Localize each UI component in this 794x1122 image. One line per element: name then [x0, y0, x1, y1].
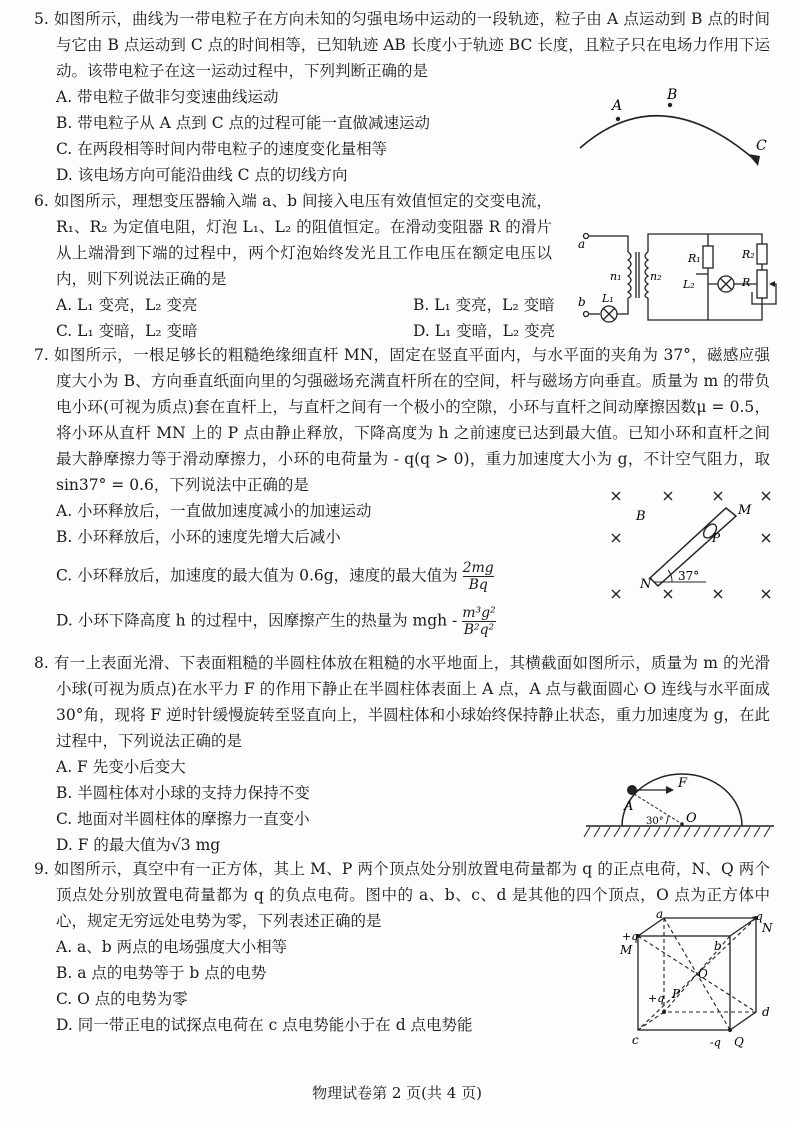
question-7-option-c-text: C. 小环释放后，加速度的最大值为 0.6g，速度的最大值为: [56, 566, 458, 585]
terminal-b-label: b: [578, 295, 586, 309]
question-6-circuit-figure: [576, 222, 782, 332]
question-6-option-a: A. L₁ 变亮，L₂ 变亮: [56, 296, 198, 314]
field-b-label: B: [636, 509, 646, 524]
point-a-label: A: [612, 98, 623, 114]
ball: [627, 785, 637, 795]
point-c-label: C: [756, 138, 767, 154]
question-5-option-d: D. 该电场方向可能沿曲线 C 点的切线方向: [56, 166, 348, 184]
n1-label: n₁: [610, 270, 622, 283]
question-9-option-c: C. O 点的电势为零: [56, 990, 188, 1008]
question-8-stem: 8. 有一上表面光滑、下表面粗糙的半圆柱体放在粗糙的水平地面上，其横截面如图所示，质量为 m 的光滑小球(可视为质点)在水平力 F 的作用下静止在半圆柱体表面上 A 点，A 点与截面圆心 O 连线与水平面成30°角，现将 F 逆时针缓慢旋转至竖直向上，半圆柱体和小球始终保持静止状态，重力加速度为 g，在此过程中，下列说法正确的是: [34, 654, 770, 750]
question-8-option-a: A. F 先变小后变大: [56, 758, 186, 776]
charge-p-label: +q: [648, 992, 665, 1005]
vertex-m-label: M: [620, 943, 633, 957]
question-9-option-d: D. 同一带正电的试探点电荷在 c 点电势能小于在 d 点电势能: [56, 1016, 473, 1034]
question-7-option-d-text: D. 小环下降高度 h 的过程中，因摩擦产生的热量为 mgh -: [56, 611, 458, 630]
question-7-option-d: [34, 605, 770, 638]
fraction-numerator: m³g²: [462, 605, 496, 621]
trajectory-arrowhead: [748, 154, 760, 166]
force-f-label: F: [678, 776, 688, 791]
question-7-magnetic-field-figure: [606, 486, 776, 606]
vertex-a-label: a: [656, 910, 664, 921]
trajectory-curve: [580, 116, 755, 160]
point-a-label: A: [624, 799, 634, 814]
question-6-option-c: C. L₁ 变暗，L₂ 变暗: [56, 322, 198, 340]
question-9-option-a: A. a、b 两点的电场强度大小相等: [56, 938, 288, 956]
question-8-option-c: C. 地面对半圆柱体的摩擦力一直变小: [56, 810, 310, 828]
question-8-half-cylinder-figure: [582, 770, 778, 842]
vertex-c-label: c: [632, 1033, 639, 1047]
point-n-label: N: [640, 577, 652, 592]
vertex-b-label: b: [714, 939, 722, 953]
page-footer: 物理试卷第 2 页(共 4 页): [312, 1084, 482, 1102]
question-5-option-b: B. 带电粒子从 A 点到 C 点的过程可能一直做减速运动: [56, 114, 431, 132]
vertex-n-label: N: [762, 921, 773, 935]
point-b-label: B: [667, 88, 678, 103]
question-5-stem: 5. 如图所示，曲线为一带电粒子在方向未知的匀强电场中运动的一段轨迹，粒子由 A 点运动到 B 点的时间与它由 B 点运动到 C 点的时间相等，已知轨迹 AB 长度小于轨迹 BC 长度，且粒子只在电场力作用下运动。该带电粒子在这一运动过程中，下列判断正确的是: [34, 10, 770, 80]
point-m-label: M: [738, 503, 752, 518]
question-8-option-d: D. F 的最大值为√3 mg: [56, 836, 221, 854]
angle-30-label: 30°: [646, 816, 664, 827]
question-7-option-b: B. 小环释放后，小环的速度先增大后减小: [56, 528, 341, 546]
vertex-q-label: Q: [734, 1035, 744, 1049]
fraction-numerator: 2mg: [462, 560, 494, 576]
question-6-option-d: D. L₁ 变暗，L₂ 变亮: [413, 322, 556, 340]
question-5-trajectory-figure: [570, 88, 780, 188]
point-p-label: P: [712, 531, 721, 545]
terminal-a-label: a: [578, 237, 586, 251]
question-7-stem: 7. 如图所示，一根足够长的粗糙绝缘细直杆 MN，固定在竖直平面内，与水平面的夹角为 37°，磁感应强度大小为 B、方向垂直纸面向里的匀强磁场充满直杆所在的空间，杆与磁场方向垂直。质量为 m 的带负电小环(可视为质点)套在直杆上，与直杆之间有一个极小的空隙，小环与直杆之间动摩擦因数μ = 0.5，将小环从直杆 MN 上的 P 点由静止释放，下降高度为 h 之前速度已达到最大值。已知小环和直杆之间最大静摩擦力等于滑动摩擦力，小环的电荷量为 - q(q > 0)，重力加速度大小为 g，不计空气阻力，取 sin37° = 0.6，下列说法中正确的是: [34, 346, 770, 494]
fraction-denominator: B²q²: [463, 622, 495, 638]
question-6-option-b: B. L₁ 变亮，L₂ 变暗: [413, 296, 555, 314]
r2-label: R₂: [742, 248, 755, 261]
center-o-label: O: [686, 811, 697, 826]
r1-label: R₁: [688, 252, 701, 265]
question-6-stem: 6. 如图所示，理想变压器输入端 a、b 间接入电压有效值恒定的交变电流，R₁、R₂ 为定值电阻，灯泡 L₁、L₂ 的阻值恒定。在滑动变阻器 R 的滑片从上端滑到下端的过程中，两个灯泡始终发光且工作电压在额定电压以内，则下列说法正确的是: [34, 192, 552, 288]
center-o-label: O: [698, 967, 708, 981]
question-9-option-b: B. a 点的电势等于 b 点的电势: [56, 964, 267, 982]
fraction-denominator: Bq: [468, 577, 488, 593]
r-label: R: [742, 276, 751, 289]
question-9-cube-figure: [618, 910, 778, 1056]
charge-q-label: -q: [710, 1036, 721, 1049]
l2-label: L₂: [683, 278, 695, 291]
angle-37-label: 37°: [678, 569, 700, 583]
vertex-p-label: P: [672, 987, 681, 1001]
question-7-option-a: A. 小环释放后，一直做加速度减小的加速运动: [56, 502, 372, 520]
question-9-stem: 9. 如图所示，真空中有一正方体，其上 M、P 两个顶点处分别放置电荷量都为 q 的正点电荷，N、Q 两个顶点处分别放置电荷量都为 q 的负点电荷。图中的 a、b、c、d 是其他的四个顶点，O 点为正方体中心，规定无穷远处电势为零，下列表述正确的是: [34, 860, 770, 930]
vertex-d-label: d: [762, 1005, 770, 1019]
question-7-option-c-fraction: [463, 560, 494, 593]
charge-n-label: -q: [752, 910, 763, 923]
ground-hatching: [584, 827, 770, 837]
question-5-option-c: C. 在两段相等时间内带电粒子的速度变化量相等: [56, 140, 388, 158]
l1-label: L₁: [602, 292, 614, 305]
question-8-option-b: B. 半圆柱体对小球的支持力保持不变: [56, 784, 310, 802]
question-7-option-d-fraction: [462, 605, 495, 638]
charge-m-label: +q: [622, 930, 639, 943]
question-5-option-a: A. 带电粒子做非匀变速曲线运动: [56, 88, 279, 106]
n2-label: n₂: [650, 270, 662, 283]
